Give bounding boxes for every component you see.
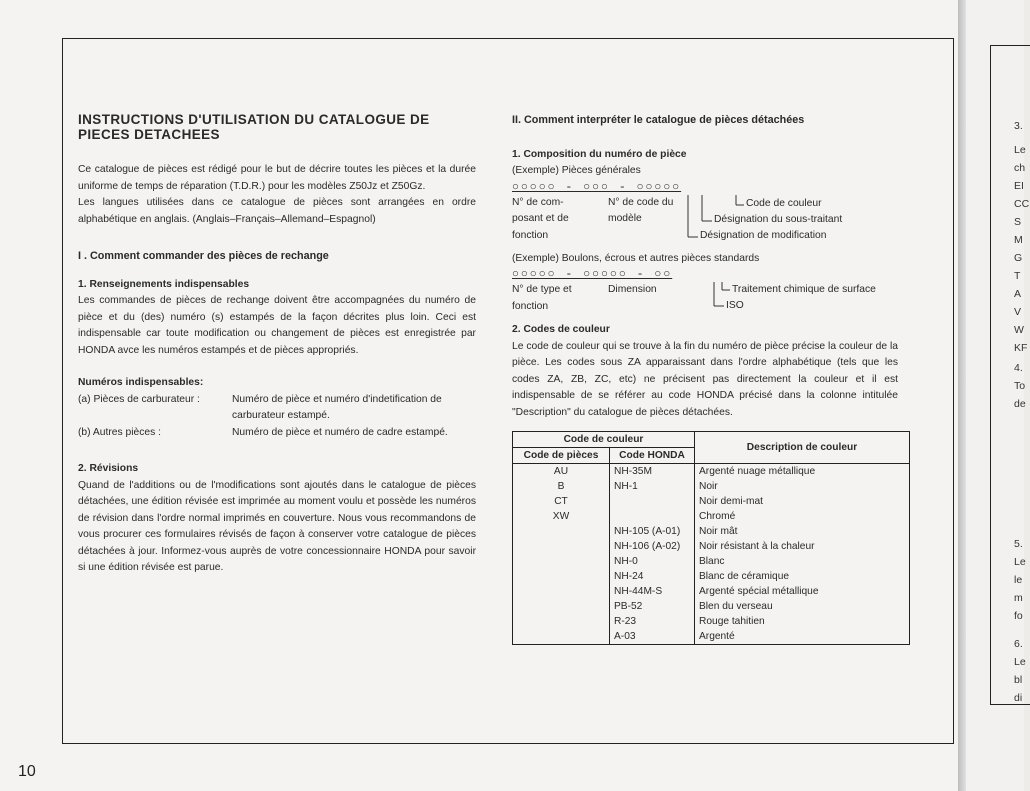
intro-paragraph-2: Les langues utilisées dans ce catalogue de pièces sont arrangées en ordre alphabétique en anglais. (Anglais–Français–Allemand–Espagnol) [78,197,476,225]
page-number: 10 [18,763,36,780]
codes-couleur-title: 2. Codes de couleur [512,324,610,335]
color-table-body [513,464,910,645]
next-page-fragment: W [1014,324,1024,336]
table-row [513,494,910,509]
next-page-fragment: 3. [1014,120,1023,132]
item-a-label: (a) Pièces de carburateur : [78,393,200,405]
cell-desc: Argenté spécial métallique [695,584,910,599]
next-page-fragment: CC [1014,198,1030,210]
example-2-label: (Exemple) Boulons, écrous et autres pièces standards [512,252,760,264]
next-page-fragment: KF [1014,342,1028,354]
next-page-fragment: 4. [1014,362,1023,374]
next-page-fragment: m [1014,592,1023,604]
cell-piece [513,554,610,569]
numeros-title: Numéros indispensables: [78,377,204,388]
cell-piece [513,569,610,584]
next-page-fragment: G [1014,252,1023,264]
cell-desc: Noir mât [695,524,910,539]
cell-honda: NH-0 [610,554,695,569]
section-2-title: II. Comment interpréter le catalogue de pièces détachées [512,114,805,126]
ex1-model-label: N° de code du modèle [608,196,674,224]
subsection-1-title: 1. Renseignements indispensables [78,278,250,290]
color-code-table [512,431,910,645]
item-b [78,425,476,442]
cell-honda: NH-35M [610,464,695,480]
example-1-label: (Exemple) Pièces générales [512,165,641,176]
next-page-fragment: Le [1014,556,1026,568]
table-row [513,464,910,480]
ex1-code-couleur: Code de couleur [746,197,822,209]
cell-piece: B [513,479,610,494]
table-row [513,584,910,599]
table-row [513,614,910,629]
cell-piece: AU [513,464,610,480]
cell-desc: Blanc de céramique [695,569,910,584]
cell-piece [513,539,610,554]
cell-desc: Noir [695,479,910,494]
next-page-fragment: V [1014,306,1022,318]
next-page-fragment: le [1014,574,1023,586]
table-row [513,629,910,645]
ex2-traitement: Traitement chimique de surface [732,284,876,295]
next-page-fragment: EI [1014,180,1024,192]
item-b-label: (b) Autres pièces : [78,426,161,438]
cell-honda [610,509,695,524]
cell-desc: Blanc [695,554,910,569]
composition-title: 1. Composition du numéro de pièce [512,148,687,160]
header-code-honda: Code HONDA [610,448,695,464]
next-page-fragment: 5. [1014,538,1023,550]
next-page-fragment: bl [1014,674,1023,686]
subsection-1-text: Les commandes de pièces de rechange doivent être accompagnées du numéro de pièce et du (des) numéro (s) estampés de la façon décrites plus loin. Ceci est indispensable car toute modification ou changement de pièces est enregistrée par HONDA avce les numéros estampés et de pièces appropriés. [78,295,476,356]
cell-honda: R-23 [610,614,695,629]
cell-desc: Noir demi-mat [695,494,910,509]
header-code-pieces: Code de pièces [513,448,610,464]
table-row [513,524,910,539]
table-row [513,509,910,524]
next-page-fragment: Le [1014,144,1026,156]
table-row [513,554,910,569]
table-row [513,539,910,554]
next-page-fragment: S [1014,216,1022,228]
cell-honda: NH-1 [610,479,695,494]
cell-honda: NH-44M-S [610,584,695,599]
cell-desc: Argenté nuage métallique [695,464,910,480]
cell-piece: XW [513,509,610,524]
table-row [513,479,910,494]
ex1-designation-modification: Désignation de modification [700,229,827,241]
cell-honda: NH-106 (A-02) [610,539,695,554]
next-page-fragment: A [1014,288,1022,300]
cell-piece [513,584,610,599]
next-page-fragment: To [1014,380,1026,392]
header-description: Description de couleur [695,432,910,464]
example-2-legend [512,282,898,316]
ex2-iso: ISO [726,300,744,311]
cell-honda: NH-105 (A-01) [610,524,695,539]
next-page-fragment: fo [1014,610,1023,622]
cell-piece [513,599,610,614]
cell-piece [513,524,610,539]
next-page-fragment: ch [1014,162,1026,174]
cell-desc: Noir résistant à la chaleur [695,539,910,554]
ex2-dimension-label: Dimension [608,284,657,295]
table-row [513,599,910,614]
ex1-designation-sous-traitant: Désignation du sous-traitant [714,213,843,225]
cell-honda: PB-52 [610,599,695,614]
example-1-legend [512,195,898,247]
next-page-fragment: 6. [1014,638,1023,650]
item-b-text: Numéro de pièce et numéro de cadre estampé. [232,426,448,438]
item-a-text: Numéro de pièce et numéro d'indetification de carburateur estampé. [232,393,442,421]
next-page-fragment: Le [1014,656,1026,668]
cell-honda: NH-24 [610,569,695,584]
right-column [512,112,898,645]
page-fold [958,0,966,791]
cell-piece: CT [513,494,610,509]
next-page-fragment: di [1014,692,1023,704]
page-title: INSTRUCTIONS D'UTILISATION DU CATALOGUE DE PIECES DETACHEES [78,112,430,142]
intro-paragraph-1: Ce catalogue de pièces est rédigé pour le but de décrire toutes les pièces et la durée uniforme de temps de réparation (T.D.R.) pour les modèles Z50Jz et Z50Gz. [78,164,476,192]
cell-piece [513,629,610,645]
next-page-fragment: M [1014,234,1023,246]
cell-desc: Argenté [695,629,910,645]
cell-piece [513,614,610,629]
section-1-title: I . Comment commander des pièces de rechange [78,250,329,262]
table-row [513,569,910,584]
example-1-codes: ○○○○○ - ○○○ - ○○○○○ [512,180,682,194]
example-2-codes: ○○○○○ - ○○○○○ - ○○ [512,268,673,281]
next-page-fragment: T [1014,270,1021,282]
subsection-2-text: Quand de l'additions ou de l'modifications sont ajoutés dans le catalogue de pièces détachées, une édition révisée est imprimée au moment voulu et possède les numéros de révision dans l'ordre normal imprimés en couverture. Nous vous recommandons de vous procurer ces formulaires révisés de façon à conserver votre catalogue de pièces détachées à jour. Informez-vous auprès de votre concessionnaire HONDA pour savoir si une édition révisée est parue. [78,479,476,573]
left-column [78,112,476,577]
cell-honda: A-03 [610,629,695,645]
next-page-fragment: de [1014,398,1026,410]
cell-desc: Blen du verseau [695,599,910,614]
cell-honda [610,494,695,509]
header-group: Code de couleur [513,432,695,448]
subsection-2-title: 2. Révisions [78,463,139,474]
cell-desc: Rouge tahitien [695,614,910,629]
codes-couleur-text: Le code de couleur qui se trouve à la fin du numéro de pièce précise la couleur de la pièce. Les codes sous ZA apparaissant dans l'ordre alphabétique (tels que les codes ZA, ZB, ZC, etc) ne précisent pas directement la couleur et il est indispensable de se référer au code HONDA précisé dans la colonne intitulée "Description" du catalogue de pièces détachées. [512,340,898,418]
item-a [78,392,476,425]
cell-desc: Chromé [695,509,910,524]
ex1-component-label: N° de com- posant et de fonction [512,196,569,241]
ex2-type-label: N° de type et fonction [512,284,572,312]
